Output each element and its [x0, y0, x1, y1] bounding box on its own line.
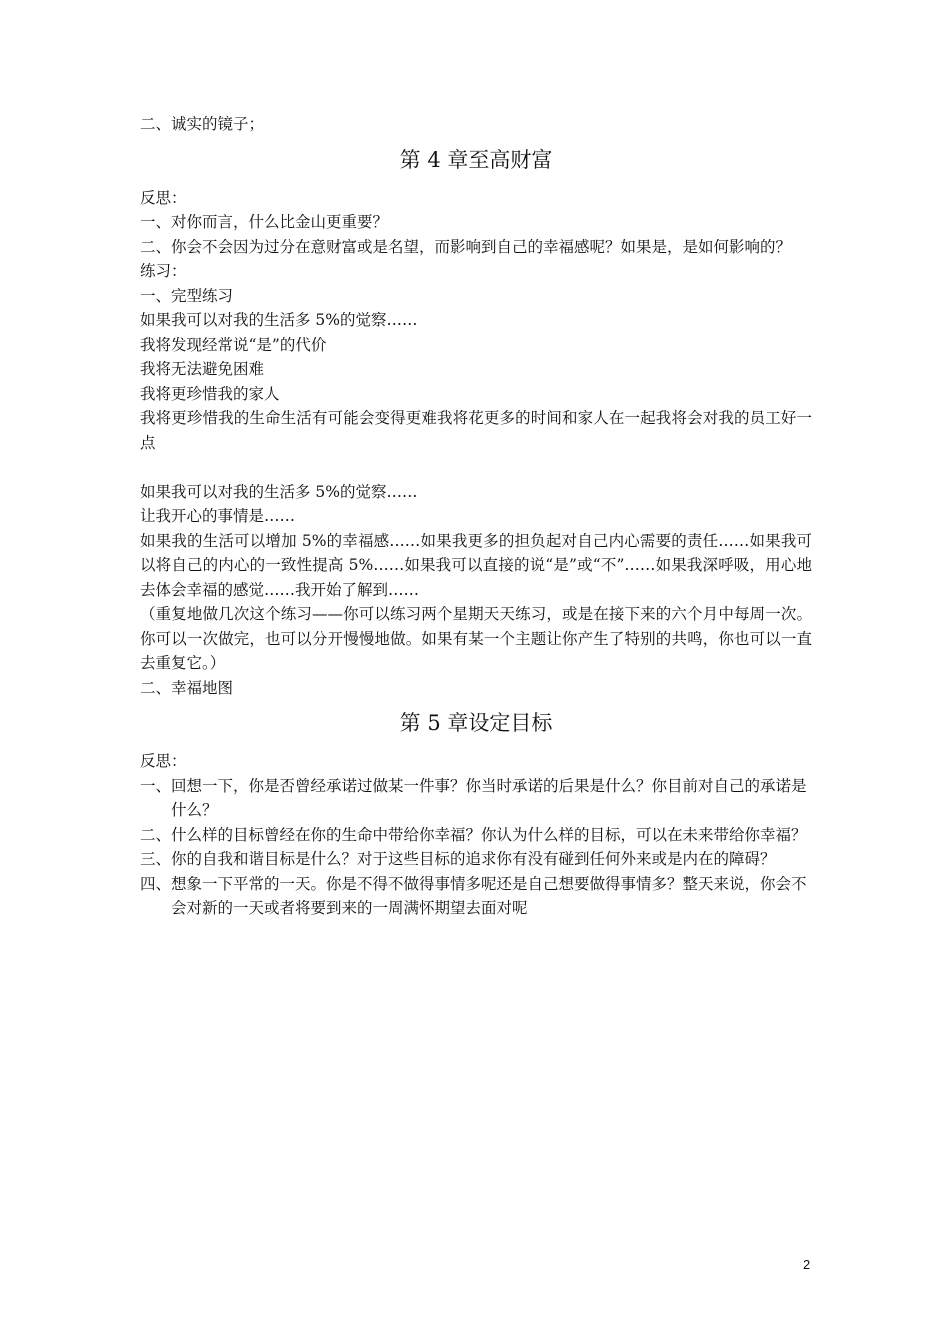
ch4-text-line: 让我开心的事情是…… [140, 507, 296, 525]
ch5-reflect-label: 反思： [140, 752, 187, 770]
ch5-reflect-item-3: 三、你的自我和谐目标是什么？对于这些目标的追求你有没有碰到任何外来或是内在的障碍？ [140, 850, 776, 868]
ch4-reflect-item-2: 二、你会不会因为过分在意财富或是名望，而影响到自己的幸福感呢？如果是，是如何影响的？ [140, 237, 792, 256]
ch4-text-line: 如果我可以对我的生活多 5%的觉察…… [140, 311, 418, 329]
chapter-4-title: 第 4 章至高财富 [399, 147, 553, 172]
ch4-practice-item-1: 一、完型练习 [140, 286, 234, 305]
ch5-reflect-item-2: 二、什么样的目标曾经在你的生命中带给你幸福？你认为什么样的目标，可以在未来带给你幸福？ [140, 825, 807, 844]
ch5-reflect-item-4: 四、想象一下平常的一天。你是不得不做得事情多呢还是自己想要做得事情多？整天来说，你会不会对新的一天或者将要到来的一周满怀期望去面对呢 [140, 874, 807, 917]
ch5-reflect-item-1: 一、回想一下，你是否曾经承诺过做某一件事？你当时承诺的后果是什么？你目前对自己的承诺是什么？ [140, 776, 807, 819]
ch4-reflect-item-1: 一、对你而言，什么比金山更重要？ [140, 213, 389, 231]
ch4-reflect-label: 反思： [140, 188, 187, 207]
blank-line [140, 455, 812, 480]
ch4-paragraph-a: 我将更珍惜我的生命生活有可能会变得更难我将花更多的时间和家人在一起我将会对我的员工好一点 [140, 409, 812, 452]
ch4-paragraph-c: （重复地做几次这个练习——你可以练习两个星期天天练习，或是在接下来的六个月中每周一次。你可以一次做完，也可以分开慢慢地做。如果有某一个主题让你产生了特别的共鸣，你也可以一直去重复它。） [140, 605, 812, 672]
ch4-text-line: 我将更珍惜我的家人 [140, 384, 280, 403]
ch4-text-line: 如果我可以对我的生活多 5%的觉察…… [140, 482, 418, 501]
ch4-paragraph-b: 如果我的生活可以增加 5%的幸福感……如果我更多的担负起对自己内心需要的责任……如果我可以将自己的内心的一致性提高 5%……如果我可以直接的说“是”或“不”……如果我深呼吸，用心地去体会幸福的感觉……我开始了解到…… [140, 531, 812, 599]
ch4-practice-label: 练习： [140, 262, 187, 280]
ch4-text-line: 我将无法避免困难 [140, 360, 265, 378]
page-number: 2 [803, 1257, 811, 1272]
ch4-practice-item-2: 二、幸福地图 [140, 678, 234, 697]
chapter-5-title: 第 5 章设定目标 [399, 711, 553, 735]
previous-item: 二、诚实的镜子； [140, 115, 265, 133]
document-page [140, 112, 812, 921]
ch4-text-line: 我将发现经常说“是”的代价 [140, 335, 327, 354]
